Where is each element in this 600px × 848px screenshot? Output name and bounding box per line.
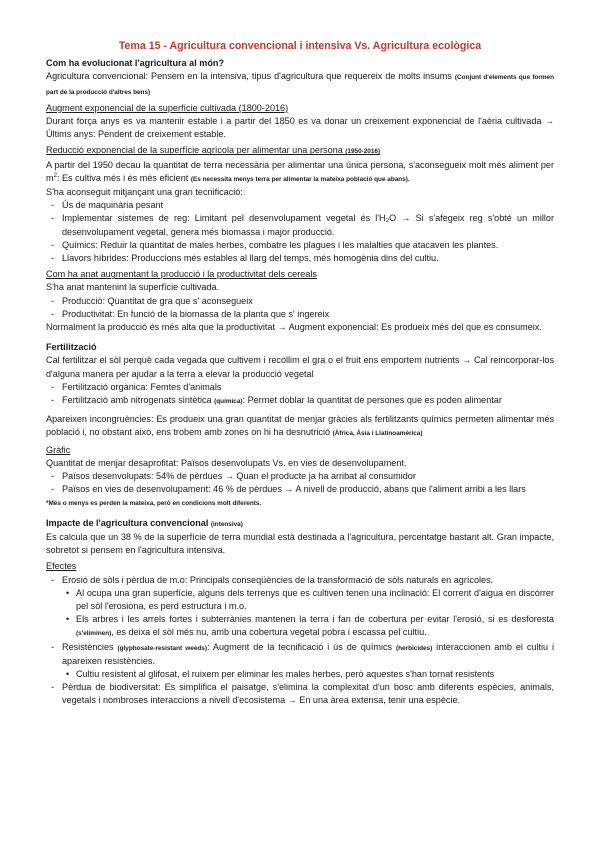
text: Fertilització amb nitrogenats sintètica — [62, 395, 212, 406]
section-heading-reduction — [46, 144, 554, 158]
list-item: - Fertilització orgànica: Femtes d'animals — [46, 381, 554, 394]
list-item: - Ús de maquinària pesant — [46, 199, 554, 212]
paragraph — [46, 70, 554, 98]
paragraph: Es calcula que un 38 % de la superfície de terra mundial està destinada a l'agricultura, percentatge bastant alt. Gran impacte, sobretot si pensem en l'agricultura intensiva. — [46, 531, 554, 556]
document-title: Tema 15 - Agricultura convencional i intensiva Vs. Agricultura ecològica — [118, 40, 482, 52]
text: : Augment de la tecnificació i ús de químics — [206, 641, 393, 652]
paragraph: Cal fertilitzar el sòl perquè cada vegada que cultivem i recollim el gra o el fruit ens emportem nutrients → Cal reincorporar-los d'alguna manera per ajudar a la terra a elevar la producció vegetal — [46, 355, 554, 379]
section-heading-effects: Efectes — [46, 561, 77, 572]
list-item: - Erosió de sòls i pèrdua de m.o: Principals conseqüències de la transformació de sòls naturals en agrícoles. — [46, 574, 554, 587]
paragraph: Quantitat de menjar desaprofitat: Països desenvolupats Vs. en vies de desenvolupament. — [46, 457, 407, 468]
list-item: - Països en vies de desenvolupament: 46 % de pèrdues → A nivell de producció, abans que l'aliment arribi a les llars — [46, 483, 554, 496]
section-heading-cereals: Com ha anat augmentant la producció i la productivitat dels cereals — [46, 269, 317, 280]
list — [46, 381, 554, 408]
note: (s'eliminen) — [76, 630, 112, 638]
paragraph: S'ha aconseguit mitjançant una gran tecnificació: — [46, 187, 243, 198]
text: Resistències — [62, 641, 114, 652]
list-item: - Llavors híbrides: Produccions més estables al llarg del temps, més homogènia dins del cultiu. — [46, 252, 554, 265]
paragraph: A partir del 1950 decau la quantitat de terra necessària per alimentar una única persona, s'aconsegueix molt més aliment per $m^2$: Es cultiva més i és més eficient (Es necessita menys terra per alimentar la mateixa població que abans). — [46, 159, 554, 183]
list — [46, 470, 554, 496]
note: (química) — [214, 398, 243, 406]
section-heading-evolution: Com ha evolucionat l'agricultura al món? — [46, 58, 225, 69]
text: A partir del 1950 decau la quantitat de terra necessària per alimentar una única persona, s'aconsegueix molt més aliment per m — [46, 159, 554, 183]
note: (Es necessita menys terra per alimentar la mateixa població que abans). — [190, 175, 410, 183]
list-item: - Implementar sistemes de reg: Limitant pel desenvolupament vegetal és l'H₂O → Si s'afegeix reg s'obté un millor desenvolupament vegetal, genera més biomassa i major producció. — [46, 212, 554, 238]
section-heading-surface: Augment exponencial de la superfície cultivada (1800-2016) — [46, 102, 289, 113]
list-item: • Cultiu resistent al glifosat, el ruixem per eliminar les males herbes, però aquestes s'han tornat resistents — [46, 668, 554, 681]
paragraph: Durant força anys es va mantenir estable i a partir del 1850 es va donar un creixement exponencial de l'aèria cultivada → Últims anys: Pendent de creixement estable. — [46, 116, 554, 140]
footnote: *Més o menys es perden la mateixa, però en condicions molt diferents. — [46, 499, 262, 507]
paragraph — [46, 413, 554, 440]
text: Els arbres i les arrels fortes i subterrànies mantenen la terra i fan de cobertura per evitar l'erosió, si es desforesta — [76, 614, 554, 625]
list-item: - Productivitat: En funció de la biomassa de la planta que s' ingereix — [46, 308, 554, 321]
list-item: - Països desenvolupats: 54% de pèrdues → Quan el producte ja ha arribat al consumidor — [46, 470, 554, 483]
note: (Àfrica, Àsia i Llatinoamèrica) — [332, 430, 423, 438]
text: Agricultura convencional: Pensem en la intensiva, tipus d'agricultura que requereix de molts insums — [46, 71, 452, 82]
list — [46, 574, 554, 708]
section-heading-fertilization: Fertilització — [46, 342, 97, 353]
list — [46, 199, 554, 265]
text: , es deixa el sòl més nu, amb una cobertura vegetal pobra i escassa pel cultiu. — [111, 627, 427, 638]
section-heading-impact — [46, 517, 554, 531]
list-item — [46, 641, 554, 668]
list-item: - Producció: Quantitat de gra que s' aconsegueix — [46, 295, 554, 308]
text: Impacte de l'agricultura convencional — [46, 517, 209, 528]
list-item: • Al ocupa una gran superfície, alguns dels terrenys que es cultiven tenen una inclinació: El corrent d'aigua en discórrer pel sòl l'erosiona, es perd estructura i m.o. — [46, 587, 554, 613]
list-item: - Químics: Reduir la quantitat de males herbes, combatre les plagues i les malalties que atacaven les plantes. — [46, 239, 554, 252]
list-item: - Pèrdua de biodiversitat: Es simplifica el paisatge, s'elimina la complexitat d'un bosc amb diferents espècies, animals, vegetals i nombroses interaccions a nivell d'ecosistema → En una àrea extensa, tenir una espècie. — [46, 681, 554, 707]
document-page — [46, 40, 554, 708]
note: (1950-2016) — [345, 148, 381, 156]
paragraph: S'ha anat mantenint la superfície cultivada. — [46, 282, 220, 293]
text: : Permet doblar la quantitat de persones que es poden alimentar — [242, 395, 502, 406]
text: interaccionen amb el cultiu i apareixen resistències. — [62, 641, 554, 666]
text: Apareixen incongruències: Es produeix una gran quantitat de menjar gràcies als fertilitzants químics permeten alimentar més població i, no obstant això, ens trobem amb zones on hi ha desnutrició — [46, 414, 554, 438]
text: Reducció exponencial de la superfície agrícola per alimentar una persona — [46, 145, 343, 156]
list — [46, 295, 554, 321]
paragraph: Normalment la producció és més alta que la productivitat → Augment exponencial: Es produeix més del que es consumeix. — [46, 322, 542, 333]
note: (Conjunt d'elements que formen part de la producció d'altres bens) — [46, 74, 555, 96]
section-heading-graph: Gràfic — [46, 444, 71, 455]
list-item — [46, 394, 554, 408]
note: (herbicides) — [396, 644, 433, 652]
note: (glyphosate-resistant weeds) — [117, 644, 207, 652]
text: : Es cultiva més i és més eficient — [56, 172, 189, 183]
note: (intensiva) — [210, 520, 243, 528]
list-item — [46, 613, 554, 640]
